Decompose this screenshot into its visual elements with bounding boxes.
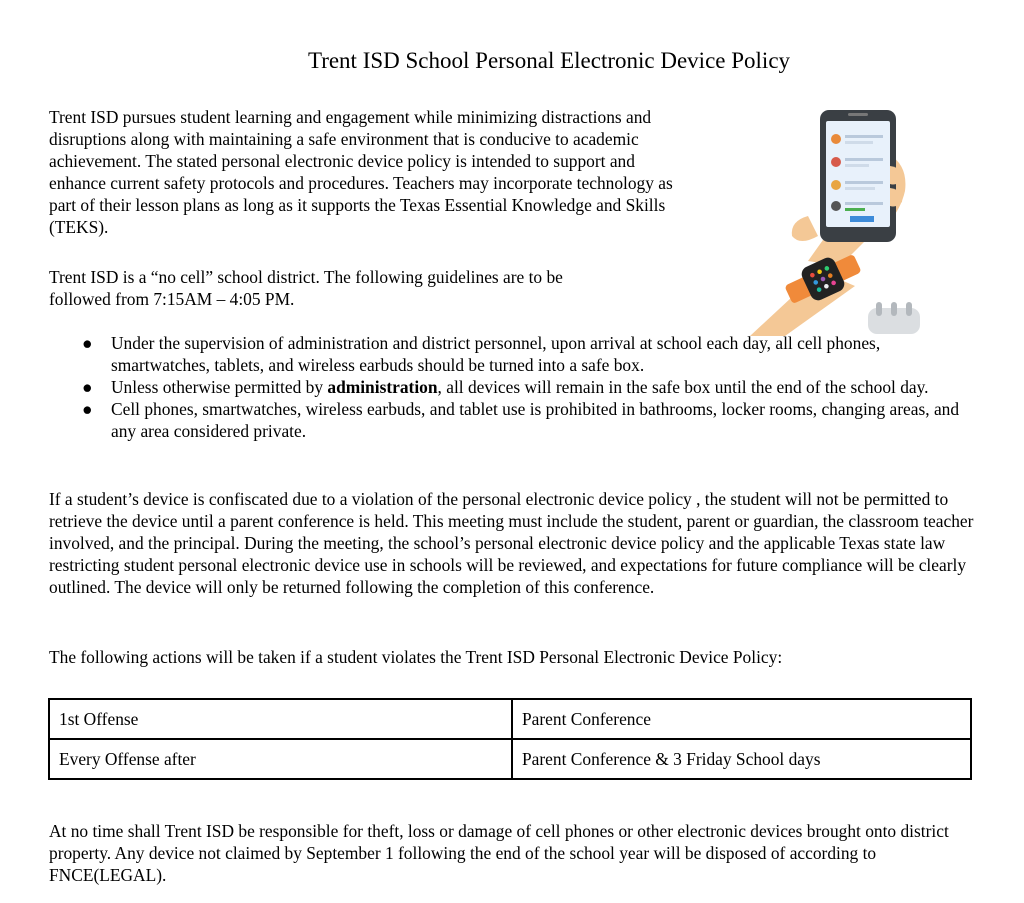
- no-cell-line-1: Trent ISD is a “no cell” school district. The following guidelines are to be: [49, 267, 563, 287]
- guideline-2-bold: administration: [327, 377, 438, 397]
- earbuds-case: [868, 302, 920, 334]
- bullet-dot: ●: [82, 333, 93, 353]
- list-item: [49, 398, 979, 442]
- guideline-2-text: [111, 376, 979, 398]
- bullet-dot: ●: [82, 399, 93, 419]
- guideline-2-before: Unless otherwise permitted by: [111, 377, 328, 397]
- offense-table: [48, 698, 972, 780]
- table-row: [49, 739, 971, 779]
- page-title: Trent ISD School Personal Electronic Device Policy: [307, 48, 791, 73]
- guideline-2-after: , all devices will remain in the safe box until the end of the school day.: [437, 377, 929, 397]
- offense-cell: 1st Offense: [49, 699, 512, 739]
- action-cell: Parent Conference & 3 Friday School days: [512, 739, 971, 779]
- bullet-dot: ●: [82, 377, 93, 397]
- no-cell-paragraph: [49, 266, 639, 310]
- offense-cell: Every Offense after: [49, 739, 512, 779]
- confiscation-paragraph: If a student’s device is confiscated due to a violation of the personal electronic device policy , the student will not be permitted to retrieve the device until a parent conference is held. This meeting must include the student, parent or guardian, the classroom teacher involved, and the principal. During the meeting, the school’s personal electronic device policy and the applicable Texas state law restricting student personal electronic device use in schools will be reviewed, and expectations for future compliance will be clearly outlined. The device will only be returned following the completion of this conference.: [49, 489, 974, 597]
- table-row: [49, 699, 971, 739]
- intro-paragraph: Trent ISD pursues student learning and engagement while minimizing distractions and disruptions along with maintaining a safe environment that is conducive to academic achievement. The stated personal electronic device policy is intended to support and enhance current safety protocols and procedures. Teachers may incorporate technology as part of their lesson plans as long as it supports the Texas Essential Knowledge and Skills (TEKS).: [49, 107, 673, 237]
- list-item: [49, 376, 979, 398]
- guideline-1-text: Under the supervision of administration and district personnel, upon arrival at school each day, all cell phones, smartwatches, tablets, and wireless earbuds should be turned into a safe box.: [111, 333, 881, 375]
- guidelines-list: [49, 332, 979, 442]
- phone-hand-illustration: [690, 96, 930, 336]
- liability-paragraph: At no time shall Trent ISD be responsible for theft, loss or damage of cell phones or other electronic devices brought onto district property. Any device not claimed by September 1 following the end of the school year will be disposed of according to FNCE(LEGAL).: [49, 821, 949, 885]
- list-item: [49, 332, 979, 376]
- phone: [820, 110, 896, 242]
- action-cell: Parent Conference: [512, 699, 971, 739]
- guideline-3-text: Cell phones, smartwatches, wireless earbuds, and tablet use is prohibited in bathrooms, locker rooms, changing areas, and any area considered private.: [111, 399, 960, 441]
- no-cell-line-2: followed from 7:15AM – 4:05 PM.: [49, 289, 295, 309]
- actions-intro: The following actions will be taken if a student violates the Trent ISD Personal Electronic Device Policy:: [49, 647, 783, 667]
